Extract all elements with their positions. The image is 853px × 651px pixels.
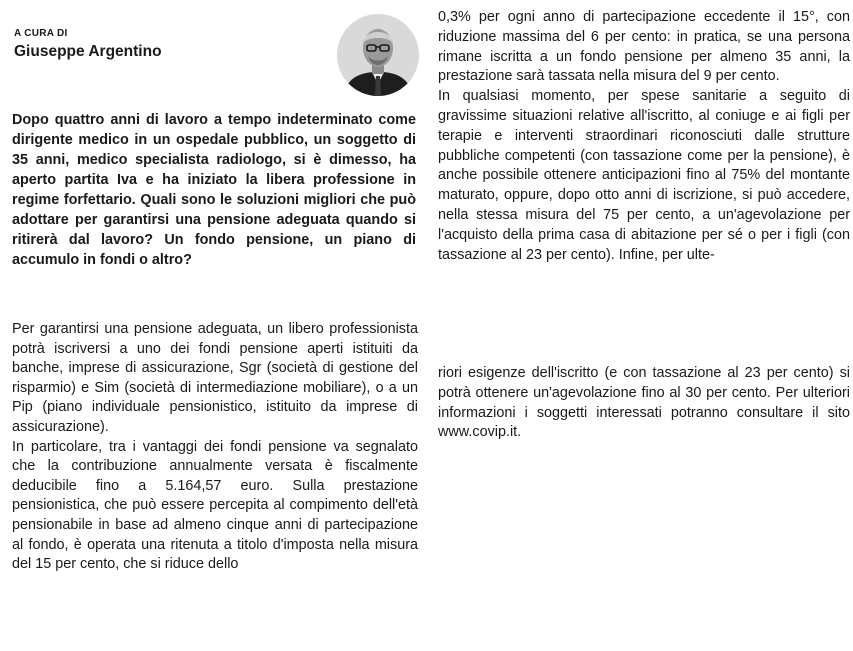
author-portrait (337, 14, 419, 96)
right-column-bottom (438, 364, 850, 443)
answer-paragraph: Per garantirsi una pensione adeguata, un libero professionista potrà iscriversi a uno dei fondi pensione aperti istituiti da banche, imprese di assicurazione, Sgr (società di gestione del risparmio) e Sim (società di intermediazione mobiliare), o a un Pip (piano individuale pensionistico, istituito da imprese di assicurazione). (12, 321, 418, 435)
reader-question: Dopo quattro anni di lavoro a tempo indeterminato come dirigente medico in un ospedale pubblico, un soggetto di 35 anni, medico specialista radiologo, si è dimesso, ha aperto partita Iva e ha iniziato la libera professione in regime forfettario. Quali sono le soluzioni migliori che può adottare per garantirsi una pensione adeguata quando si ritirerà dal lavoro? Un fondo pensione, un piano di accumulo in fondi o altro? (12, 112, 416, 268)
kicker: A CURA DI (14, 28, 68, 39)
answer-paragraph: In particolare, tra i vantaggi dei fondi pensione va segnalato che la contribuzione annualmente versata è fiscalmente deducibile fino a 5.164,57 euro. Sulla prestazione pensionistica, che può essere percepita al compimento dell'età pensionabile in base ad almeno cinque anni di partecipazione al fondo, è operata una ritenuta a titolo d'imposta nella misura del 15 per cento, che si riduce dello (12, 438, 418, 573)
answer-paragraph: In qualsiasi momento, per spese sanitarie a seguito di gravissime situazioni relative all'iscritto, al coniuge e ai figli per terapie e interventi straordinari riconosciuti dalle strutture pubbliche competenti (con tassazione come per la pensione), è anche possibile ottenere anticipazioni fino al 75% del montante maturato, oppure, dopo otto anni di iscrizione, si può accedere, nella stessa misura del 75 per cento, a un'agevolazione per l'acquisto della prima casa di abitazione per sé o per i figli (con tassazione al 23 per cento). Infine, per ulte- (438, 88, 850, 263)
right-column-top (438, 8, 850, 265)
portrait-image (337, 14, 419, 96)
answer-body-left (12, 320, 418, 575)
author-name: Giuseppe Argentino (14, 43, 162, 60)
left-column (12, 14, 424, 573)
answer-paragraph: riori esigenze dell'iscritto (e con tassazione al 23 per cento) si potrà ottenere un'agevolazione fino al 30 per cento. Per ulteriori informazioni i soggetti interessati potranno consultare il sito www.covip.it. (438, 365, 850, 441)
answer-paragraph: 0,3% per ogni anno di partecipazione eccedente il 15°, con riduzione massima del 6 per cento: in pratica, se una persona rimane iscritta a un fondo pensione per almeno 35 anni, la prestazione sarà tassata nella misura del 9 per cento. (438, 9, 850, 85)
